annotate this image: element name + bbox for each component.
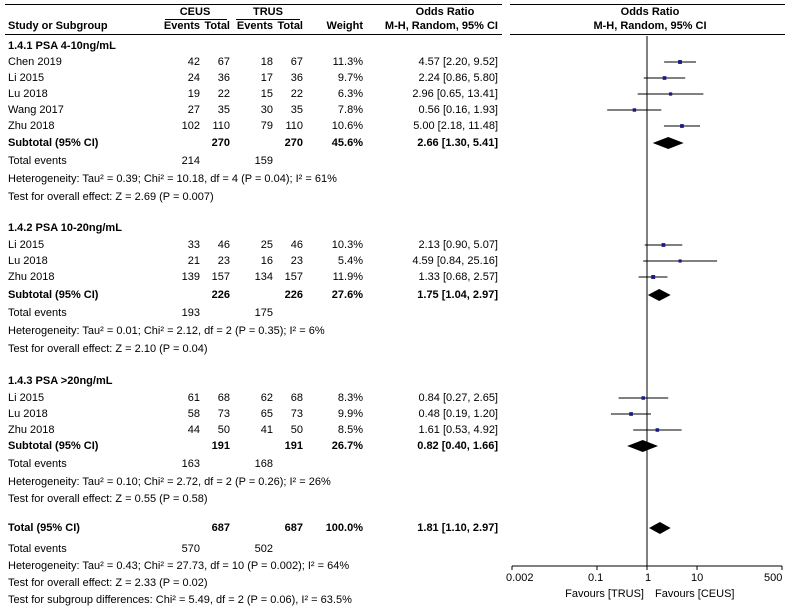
trus-total: 35 <box>290 104 303 116</box>
study-point <box>629 412 633 416</box>
study-weight: 8.5% <box>337 424 363 436</box>
total-ci: 1.81 [1.10, 2.97] <box>417 522 498 534</box>
trus-total: 68 <box>290 392 303 404</box>
study-ci: 2.24 [0.86, 5.80] <box>418 72 498 84</box>
study-weight: 8.3% <box>337 392 363 404</box>
plot-title: Odds Ratio <box>620 6 680 18</box>
study-point <box>633 108 636 111</box>
pooled-diamond <box>653 137 684 149</box>
study-ci: 4.59 [0.84, 25.16] <box>412 255 498 267</box>
trus-total: 687 <box>284 522 303 534</box>
trus-events: 65 <box>260 408 273 420</box>
odds-ratio-header: Odds Ratio <box>415 6 475 18</box>
study-ci: 0.84 [0.27, 2.65] <box>418 392 498 404</box>
trus-total: 226 <box>284 289 303 301</box>
trus-events: 30 <box>260 104 273 116</box>
subgroup-differences-text: Test for subgroup differences: Chi² = 5.49, df = 2 (P = 0.06), I² = 63.5% <box>8 594 352 606</box>
study-weight: 11.9% <box>332 271 363 283</box>
ceus-total: 687 <box>211 522 230 534</box>
total-events-label: Total events <box>8 543 67 555</box>
subtotal-label: Subtotal (95% CI) <box>8 440 99 452</box>
ceus-total: 67 <box>217 56 230 68</box>
ceus-total: 191 <box>211 440 230 452</box>
x-tick-label: 0.1 <box>588 572 604 584</box>
ceus-total-header: Total <box>204 20 230 32</box>
overall-effect-text: Test for overall effect: Z = 2.10 (P = 0.04) <box>8 343 208 355</box>
ceus-events: 102 <box>181 120 200 132</box>
heterogeneity-text: Heterogeneity: Tau² = 0.01; Chi² = 2.12, df = 2 (P = 0.35); I² = 6% <box>8 325 325 337</box>
ceus-events: 570 <box>181 543 200 555</box>
ceus-events: 163 <box>181 458 200 470</box>
study-point <box>679 259 682 262</box>
trus-total: 157 <box>284 271 303 283</box>
ceus-events: 27 <box>187 104 200 116</box>
study-point <box>662 243 666 247</box>
study-column-header: Study or Subgroup <box>8 20 108 32</box>
study-name: Chen 2019 <box>8 56 62 68</box>
trus-total: 46 <box>290 239 303 251</box>
ceus-events: 214 <box>181 155 200 167</box>
ceus-events-header: Events <box>163 20 200 32</box>
trus-events: 159 <box>254 155 273 167</box>
ceus-total: 68 <box>217 392 230 404</box>
trus-total: 67 <box>290 56 303 68</box>
study-name: Lu 2018 <box>8 408 48 420</box>
ceus-events: 58 <box>187 408 200 420</box>
subgroup-title: 1.4.1 PSA 4-10ng/mL <box>8 40 116 52</box>
ceus-header: CEUS <box>179 6 211 18</box>
ceus-events: 44 <box>187 424 200 436</box>
study-point <box>656 428 660 432</box>
study-name: Wang 2017 <box>8 104 64 116</box>
total-events-label: Total events <box>8 458 67 470</box>
overall-effect-text: Test for overall effect: Z = 0.55 (P = 0.58) <box>8 493 208 505</box>
subtotal-label: Subtotal (95% CI) <box>8 289 99 301</box>
study-weight: 9.7% <box>337 72 363 84</box>
trus-events: 17 <box>260 72 273 84</box>
plot-method: M-H, Random, 95% CI <box>593 20 707 32</box>
trus-events: 62 <box>260 392 273 404</box>
study-ci: 2.13 [0.90, 5.07] <box>418 239 498 251</box>
x-tick-label: 10 <box>691 572 704 584</box>
subtotal-ci: 0.82 [0.40, 1.66] <box>417 440 498 452</box>
trus-total: 110 <box>285 120 303 132</box>
ceus-total: 23 <box>217 255 230 267</box>
trus-events: 134 <box>254 271 273 283</box>
ceus-events: 42 <box>187 56 200 68</box>
ceus-events: 19 <box>187 88 200 100</box>
study-point <box>663 76 667 80</box>
pooled-diamond <box>627 440 658 452</box>
subtotal-weight: 26.7% <box>331 440 363 452</box>
ceus-total: 270 <box>211 137 230 149</box>
trus-events: 15 <box>260 88 273 100</box>
ceus-total: 50 <box>217 424 230 436</box>
trus-events-header: Events <box>236 20 273 32</box>
trus-events: 41 <box>260 424 273 436</box>
study-name: Li 2015 <box>8 392 45 404</box>
trus-header: TRUS <box>253 6 283 18</box>
study-ci: 0.56 [0.16, 1.93] <box>418 104 498 116</box>
study-weight: 11.3% <box>332 56 363 68</box>
trus-events: 79 <box>260 120 273 132</box>
x-tick-label: 0.002 <box>506 572 534 584</box>
x-tick-label: 1 <box>645 572 652 584</box>
ceus-total: 46 <box>217 239 230 251</box>
trus-total: 36 <box>290 72 303 84</box>
subtotal-weight: 27.6% <box>331 289 363 301</box>
ci-header: M-H, Random, 95% CI <box>384 20 498 32</box>
trus-events: 16 <box>260 255 273 267</box>
study-point <box>651 275 655 279</box>
total-weight: 100.0% <box>325 522 363 534</box>
study-weight: 6.3% <box>337 88 363 100</box>
favours-trus-label: Favours [TRUS] <box>565 588 644 600</box>
total-label: Total (95% CI) <box>8 522 80 534</box>
overall-effect-text: Test for overall effect: Z = 2.33 (P = 0.02) <box>8 577 208 589</box>
weight-header: Weight <box>326 20 363 32</box>
trus-total: 23 <box>290 255 303 267</box>
study-point <box>641 396 644 399</box>
study-name: Zhu 2018 <box>8 271 55 283</box>
ceus-events: 193 <box>181 307 200 319</box>
study-weight: 5.4% <box>337 255 363 267</box>
trus-total: 22 <box>290 88 303 100</box>
subgroup-title: 1.4.2 PSA 10-20ng/mL <box>8 222 122 234</box>
x-tick-label: 500 <box>764 572 783 584</box>
subtotal-ci: 2.66 [1.30, 5.41] <box>417 137 498 149</box>
trus-total: 270 <box>284 137 303 149</box>
study-ci: 2.96 [0.65, 13.41] <box>412 88 498 100</box>
study-ci: 4.57 [2.20, 9.52] <box>418 56 498 68</box>
total-events-label: Total events <box>8 307 67 319</box>
ceus-total: 36 <box>217 72 230 84</box>
pooled-diamond <box>648 289 671 301</box>
ceus-events: 21 <box>187 255 200 267</box>
favours-ceus-label: Favours [CEUS] <box>655 588 735 600</box>
overall-effect-text: Test for overall effect: Z = 2.69 (P = 0.007) <box>8 191 214 203</box>
study-weight: 10.6% <box>331 120 363 132</box>
trus-total: 50 <box>290 424 303 436</box>
ceus-total: 157 <box>211 271 230 283</box>
study-weight: 9.9% <box>337 408 363 420</box>
study-weight: 7.8% <box>337 104 363 116</box>
study-ci: 1.61 [0.53, 4.92] <box>418 424 498 436</box>
ceus-total: 110 <box>212 120 230 132</box>
ceus-total: 73 <box>217 408 230 420</box>
study-name: Li 2015 <box>8 239 45 251</box>
study-ci: 0.48 [0.19, 1.20] <box>418 408 498 420</box>
trus-events: 18 <box>260 56 273 68</box>
ceus-total: 35 <box>217 104 230 116</box>
heterogeneity-text: Heterogeneity: Tau² = 0.43; Chi² = 27.73, df = 10 (P = 0.002); I² = 64% <box>8 560 350 572</box>
heterogeneity-text: Heterogeneity: Tau² = 0.39; Chi² = 10.18, df = 4 (P = 0.04); I² = 61% <box>8 173 337 185</box>
trus-events: 502 <box>254 543 273 555</box>
study-weight: 10.3% <box>331 239 363 251</box>
study-point <box>680 124 684 128</box>
ceus-events: 24 <box>187 72 200 84</box>
trus-events: 25 <box>260 239 273 251</box>
total-events-label: Total events <box>8 155 67 167</box>
ceus-events: 61 <box>187 392 200 404</box>
heterogeneity-text: Heterogeneity: Tau² = 0.10; Chi² = 2.72, df = 2 (P = 0.26); I² = 26% <box>8 476 331 488</box>
study-name: Lu 2018 <box>8 88 48 100</box>
study-point <box>678 60 682 64</box>
trus-total: 73 <box>290 408 303 420</box>
study-name: Zhu 2018 <box>8 120 55 132</box>
pooled-diamond <box>649 522 671 534</box>
subtotal-label: Subtotal (95% CI) <box>8 137 99 149</box>
ceus-total: 22 <box>217 88 230 100</box>
subgroup-title: 1.4.3 PSA >20ng/mL <box>8 375 113 387</box>
subtotal-weight: 45.6% <box>331 137 363 149</box>
ceus-events: 139 <box>181 271 200 283</box>
study-ci: 1.33 [0.68, 2.57] <box>418 271 498 283</box>
study-ci: 5.00 [2.18, 11.48] <box>413 120 498 132</box>
study-name: Li 2015 <box>8 72 45 84</box>
subtotal-ci: 1.75 [1.04, 2.97] <box>417 289 498 301</box>
trus-events: 168 <box>254 458 273 470</box>
ceus-events: 33 <box>187 239 200 251</box>
trus-total-header: Total <box>277 20 303 32</box>
study-name: Lu 2018 <box>8 255 48 267</box>
study-name: Zhu 2018 <box>8 424 55 436</box>
trus-events: 175 <box>254 307 273 319</box>
ceus-total: 226 <box>211 289 230 301</box>
study-point <box>669 92 672 95</box>
trus-total: 191 <box>284 440 303 452</box>
